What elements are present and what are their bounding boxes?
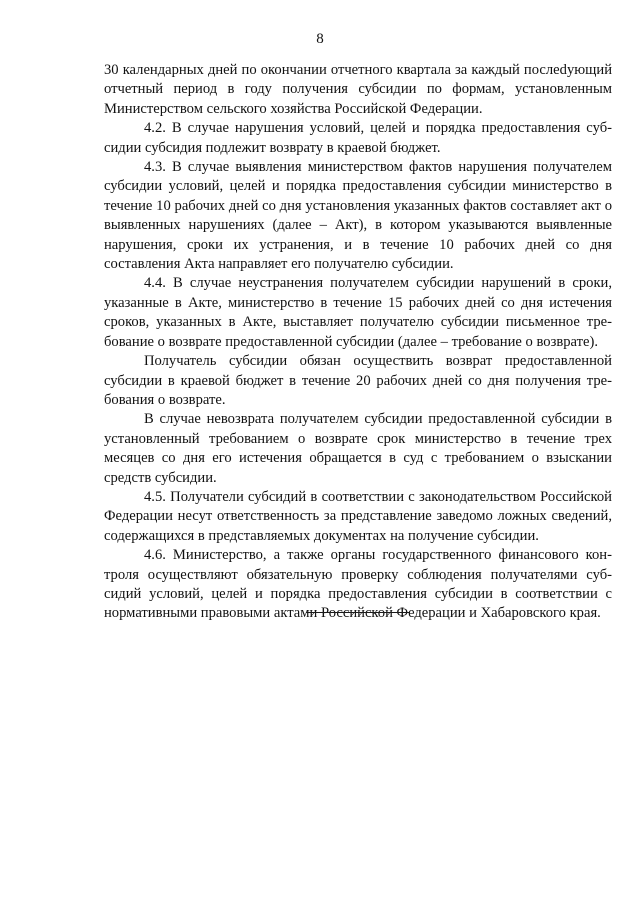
paragraph-non-refund: В случае невозврата получателем субсидии предоставленной субсидии в установленный требованием о возврате срок министерство в течение трех месяцев со дня его истечения обращается в суд с требованием о взыскании средств субсидии. (104, 411, 612, 486)
paragraph-4-2: 4.2. В случае нарушения условий, целей и порядка предоставления субсидии субсидия подлежит возврату в краевой бюджет. (104, 120, 612, 156)
paragraph-refund-obligation: Получатель субсидии обязан осуществить возврат предоставленной субсидии в краевой бюджет в течение 20 рабочих дней со дня получения требования о возврате. (104, 353, 612, 408)
paragraph-continuation: 30 календарных дней по окончании отчетного квартала за каждый послеdующий отчетный период в году получения субсидии по формам, установленным Министерством сельского хозяйства Российской Федерации. (104, 62, 612, 117)
end-of-document-rule (306, 612, 410, 613)
paragraph-4-3: 4.3. В случае выявления министерством фактов нарушения получателем субсидии условий, целей и порядка предоставления субсидии министерство в течение 10 рабочих дней со дня установления указанных фактов составляет акт о выявленных нарушениях (далее – Акт), в котором указываются выявленные нарушения, сроки их устранения, и в течение 10 рабочих дней со дня составления Акта направляет его получателю субсидии. (104, 159, 612, 273)
paragraph-4-4: 4.4. В случае неустранения получателем субсидии нарушений в сроки, указанные в Акте, министерство в течение 15 рабочих дней со дня истечения сроков, указанных в Акте, выставляет получателю субсидии письменное требование о возврате предоставленной субсидии (далее – требование о возврате). (104, 275, 612, 350)
document-body (104, 61, 612, 624)
paragraph-4-6: 4.6. Министерство, а также органы государственного финансового контроля осуществляют обязательную проверку соблюдения получателями субсидий условий, целей и порядка предоставления субсидии в соответствии с нормативными правовыми актами Российской Федерации и Хабаровского края. (104, 547, 612, 622)
page-number: 8 (316, 31, 324, 47)
paragraph-4-5: 4.5. Получатели субсидий в соответствии с законодательством Российской Федерации несут ответственность за представление заведомо ложных сведений, содержащихся в представляемых документах на получение субсидии. (104, 488, 612, 544)
